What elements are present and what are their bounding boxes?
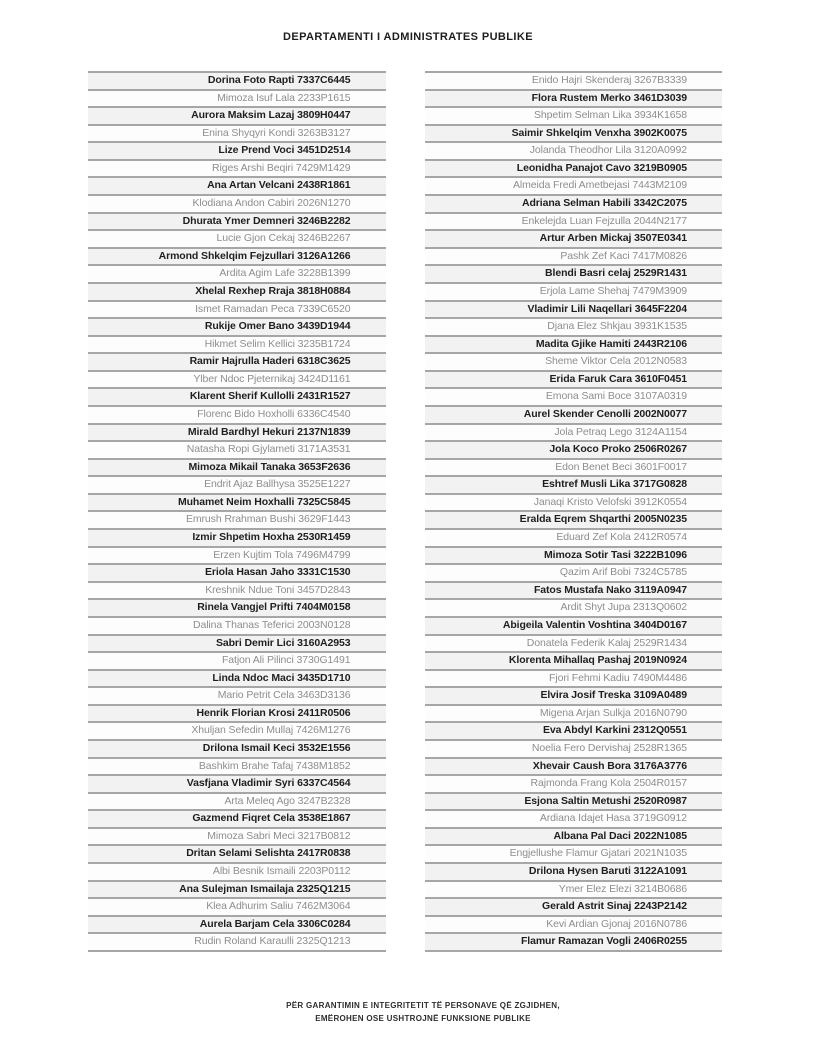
list-item: Mimoza Isuf Lala 2233P1615 bbox=[88, 89, 386, 107]
list-item: Flora Rustem Merko 3461D3039 bbox=[425, 89, 723, 107]
footer-line-1: PËR GARANTIMIN E INTEGRITETIT TË PERSONAVE QË ZGJIDHEN, bbox=[286, 1001, 560, 1010]
list-item: Rudin Roland Karaulli 2325Q1213 bbox=[88, 932, 386, 950]
list-item: Drilona Ismail Keci 3532E1556 bbox=[88, 739, 386, 757]
roster-column-right bbox=[425, 71, 723, 952]
list-item: Ana Sulejman Ismailaja 2325Q1215 bbox=[88, 880, 386, 898]
list-item: Shpetim Selman Lika 3934K1658 bbox=[425, 106, 723, 124]
list-item: Enkelejda Luan Fejzulla 2044N2177 bbox=[425, 212, 723, 230]
list-item: Armond Shkelqim Fejzullari 3126A1266 bbox=[88, 247, 386, 265]
list-item: Fjori Fehmi Kadiu 7490M4486 bbox=[425, 669, 723, 687]
list-item: Vladimir Lili Naqellari 3645F2204 bbox=[425, 300, 723, 318]
list-item: Aurora Maksim Lazaj 3809H0447 bbox=[88, 106, 386, 124]
list-item: Florenc Bido Hoxholli 6336C4540 bbox=[88, 405, 386, 423]
list-item: Aurel Skender Cenolli 2002N0077 bbox=[425, 405, 723, 423]
list-item: Kevi Ardian Gjonaj 2016N0786 bbox=[425, 915, 723, 933]
list-item: Erida Faruk Cara 3610F0451 bbox=[425, 370, 723, 388]
list-item: Emona Sami Boce 3107A0319 bbox=[425, 387, 723, 405]
list-item: Ylber Ndoc Pjeternikaj 3424D1161 bbox=[88, 370, 386, 388]
list-item: Qazim Arif Bobi 7324C5785 bbox=[425, 563, 723, 581]
page-title: DEPARTAMENTI I ADMINISTRATES PUBLIKE bbox=[283, 31, 533, 43]
list-item: Eduard Zef Kola 2412R0574 bbox=[425, 528, 723, 546]
list-item: Xhelal Rexhep Rraja 3818H0884 bbox=[88, 282, 386, 300]
list-item: Sheme Viktor Cela 2012N0583 bbox=[425, 352, 723, 370]
list-item: Ardiana Idajet Hasa 3719G0912 bbox=[425, 809, 723, 827]
list-item: Saimir Shkelqim Venxha 3902K0075 bbox=[425, 124, 723, 142]
list-item: Ardit Shyt Jupa 2313Q0602 bbox=[425, 598, 723, 616]
list-item: Eriola Hasan Jaho 3331C1530 bbox=[88, 563, 386, 581]
list-item: Klodiana Andon Cabiri 2026N1270 bbox=[88, 194, 386, 212]
list-item: Engjellushe Flamur Gjatari 2021N1035 bbox=[425, 844, 723, 862]
list-item: Eralda Eqrem Shqarthi 2005N0235 bbox=[425, 510, 723, 528]
list-item: Jolanda Theodhor Lila 3120A0992 bbox=[425, 141, 723, 159]
list-item: Endrit Ajaz Ballhysa 3525E1227 bbox=[88, 475, 386, 493]
list-item: Izmir Shpetim Hoxha 2530R1459 bbox=[88, 528, 386, 546]
list-item: Fatjon Ali Pilinci 3730G1491 bbox=[88, 651, 386, 669]
list-item: Almeida Fredi Ametbejasi 7443M2109 bbox=[425, 176, 723, 194]
list-item: Rukije Omer Bano 3439D1944 bbox=[88, 317, 386, 335]
list-item: Flamur Ramazan Vogli 2406R0255 bbox=[425, 932, 723, 950]
roster-column-left bbox=[88, 71, 386, 952]
list-item: Albi Besnik Ismaili 2203P0112 bbox=[88, 862, 386, 880]
list-item: Aurela Barjam Cela 3306C0284 bbox=[88, 915, 386, 933]
list-item: Riges Arshi Beqiri 7429M1429 bbox=[88, 159, 386, 177]
footer-line-2: EMËROHEN OSE USHTROJNË FUNKSIONE PUBLIKE bbox=[315, 1014, 531, 1023]
list-item: Klarent Sherif Kullolli 2431R1527 bbox=[88, 387, 386, 405]
list-item: Klorenta Mihallaq Pashaj 2019N0924 bbox=[425, 651, 723, 669]
list-item: Noelia Fero Dervishaj 2528R1365 bbox=[425, 739, 723, 757]
list-item: Gazmend Fiqret Cela 3538E1867 bbox=[88, 809, 386, 827]
list-item: Mimoza Sabri Meci 3217B0812 bbox=[88, 827, 386, 845]
list-item: Rajmonda Frang Kola 2504R0157 bbox=[425, 774, 723, 792]
list-item: Enina Shyqyri Kondi 3263B3127 bbox=[88, 124, 386, 142]
roster-table bbox=[88, 71, 722, 952]
list-item: Hikmet Selim Kellici 3235B1724 bbox=[88, 335, 386, 353]
list-item: Mirald Bardhyl Hekuri 2137N1839 bbox=[88, 423, 386, 441]
list-item: Artur Arben Mickaj 3507E0341 bbox=[425, 229, 723, 247]
list-item: Madita Gjike Hamiti 2443R2106 bbox=[425, 335, 723, 353]
list-item: Enido Hajri Skenderaj 3267B3339 bbox=[425, 71, 723, 89]
list-item: Ismet Ramadan Peca 7339C6520 bbox=[88, 300, 386, 318]
list-item: Migena Arjan Sulkja 2016N0790 bbox=[425, 704, 723, 722]
list-item: Mimoza Sotir Tasi 3222B1096 bbox=[425, 546, 723, 564]
list-item: Pashk Zef Kaci 7417M0826 bbox=[425, 247, 723, 265]
list-item: Henrik Florian Krosi 2411R0506 bbox=[88, 704, 386, 722]
list-item: Arta Meleq Ago 3247B2328 bbox=[88, 792, 386, 810]
list-item: Bashkim Brahe Tafaj 7438M1852 bbox=[88, 757, 386, 775]
list-item: Mario Petrit Cela 3463D3136 bbox=[88, 686, 386, 704]
list-item: Dalina Thanas Teferici 2003N0128 bbox=[88, 616, 386, 634]
list-item: Muhamet Neim Hoxhalli 7325C5845 bbox=[88, 493, 386, 511]
list-item: Linda Ndoc Maci 3435D1710 bbox=[88, 669, 386, 687]
list-item: Xhuljan Sefedin Mullaj 7426M1276 bbox=[88, 721, 386, 739]
list-item: Eva Abdyl Karkini 2312Q0551 bbox=[425, 721, 723, 739]
list-item: Esjona Saltin Metushi 2520R0987 bbox=[425, 792, 723, 810]
list-item: Lize Prend Voci 3451D2514 bbox=[88, 141, 386, 159]
list-item: Erzen Kujtim Tola 7496M4799 bbox=[88, 546, 386, 564]
list-item: Emrush Rrahman Bushi 3629F1443 bbox=[88, 510, 386, 528]
list-item: Janaqi Kristo Velofski 3912K0554 bbox=[425, 493, 723, 511]
list-item: Dritan Selami Selishta 2417R0838 bbox=[88, 844, 386, 862]
list-item: Donatela Federik Kalaj 2529R1434 bbox=[425, 634, 723, 652]
list-item: Drilona Hysen Baruti 3122A1091 bbox=[425, 862, 723, 880]
list-item: Jola Koco Proko 2506R0267 bbox=[425, 440, 723, 458]
list-item: Erjola Lame Shehaj 7479M3909 bbox=[425, 282, 723, 300]
list-item: Jola Petraq Lego 3124A1154 bbox=[425, 423, 723, 441]
list-item: Klea Adhurim Saliu 7462M3064 bbox=[88, 897, 386, 915]
footer-note bbox=[0, 999, 816, 1025]
list-item: Ymer Elez Elezi 3214B0686 bbox=[425, 880, 723, 898]
list-item: Mimoza Mikail Tanaka 3653F2636 bbox=[88, 458, 386, 476]
list-item: Abigeila Valentin Voshtina 3404D0167 bbox=[425, 616, 723, 634]
list-item: Edon Benet Beci 3601F0017 bbox=[425, 458, 723, 476]
list-item: Ardita Agim Lafe 3228B1399 bbox=[88, 264, 386, 282]
list-item: Dorina Foto Rapti 7337C6445 bbox=[88, 71, 386, 89]
list-item: Blendi Basri celaj 2529R1431 bbox=[425, 264, 723, 282]
list-item: Ana Artan Velcani 2438R1861 bbox=[88, 176, 386, 194]
list-item: Ramir Hajrulla Haderi 6318C3625 bbox=[88, 352, 386, 370]
list-item: Xhevair Caush Bora 3176A3776 bbox=[425, 757, 723, 775]
list-item: Gerald Astrit Sinaj 2243P2142 bbox=[425, 897, 723, 915]
list-item: Kreshnik Ndue Toni 3457D2843 bbox=[88, 581, 386, 599]
list-item: Adriana Selman Habili 3342C2075 bbox=[425, 194, 723, 212]
list-item: Eshtref Musli Lika 3717G0828 bbox=[425, 475, 723, 493]
list-item: Albana Pal Daci 2022N1085 bbox=[425, 827, 723, 845]
list-item: Vasfjana Vladimir Syri 6337C4564 bbox=[88, 774, 386, 792]
list-item: Rinela Vangjel Prifti 7404M0158 bbox=[88, 598, 386, 616]
list-item: Sabri Demir Lici 3160A2953 bbox=[88, 634, 386, 652]
list-item: Elvira Josif Treska 3109A0489 bbox=[425, 686, 723, 704]
list-item: Dhurata Ymer Demneri 3246B2282 bbox=[88, 212, 386, 230]
list-item: Lucie Gjon Cekaj 3246B2267 bbox=[88, 229, 386, 247]
list-item: Djana Elez Shkjau 3931K1535 bbox=[425, 317, 723, 335]
list-item: Fatos Mustafa Nako 3119A0947 bbox=[425, 581, 723, 599]
list-item: Leonidha Panajot Cavo 3219B0905 bbox=[425, 159, 723, 177]
list-item: Natasha Ropi Gjylameti 3171A3531 bbox=[88, 440, 386, 458]
